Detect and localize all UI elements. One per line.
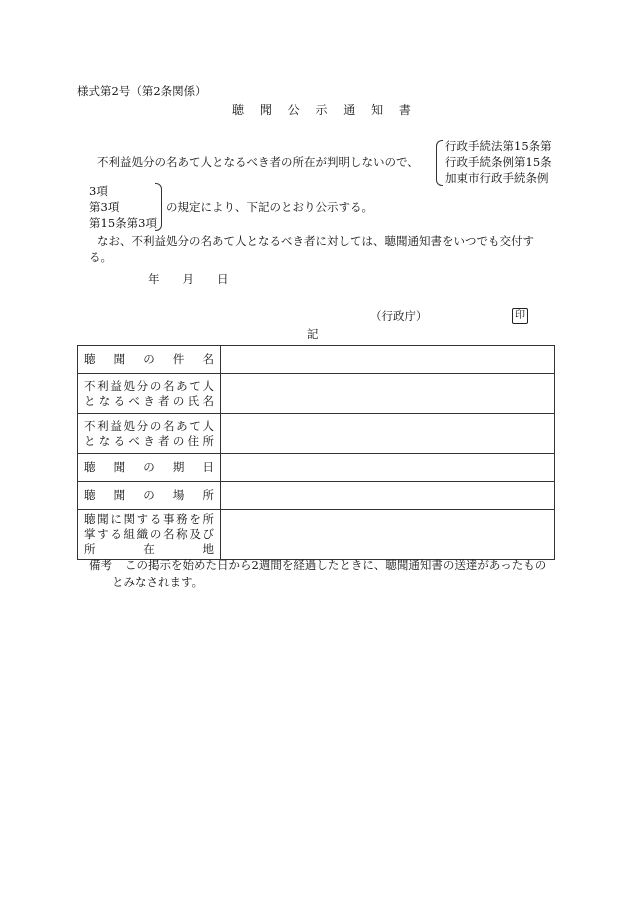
note-line-1: この掲示を始めた日から2週間を経過したときに、聴聞通知書の送達があったもの	[125, 558, 547, 572]
law-cont-1: 3項	[89, 184, 108, 198]
date-line: 年 月 日	[148, 272, 229, 286]
row-label	[78, 482, 221, 510]
law-item-3: 加東市行政手続条例	[445, 171, 549, 185]
row-label-line: 不利益処分の名あて人	[84, 378, 214, 393]
row-label-line: 聴 聞 の 場 所	[84, 488, 214, 502]
law-cont-2: 第3項	[89, 200, 120, 214]
note-label: 備考	[89, 558, 112, 572]
row-value	[221, 510, 555, 560]
seal-mark: 印	[512, 308, 528, 324]
table-row	[78, 374, 555, 414]
record-table	[77, 345, 555, 560]
row-label-line: となるべき者の氏名	[84, 393, 214, 408]
row-label	[78, 374, 221, 414]
row-label	[78, 414, 221, 454]
law-brace-right	[155, 183, 162, 231]
paragraph-1-text: 不利益処分の名あて人となるべき者の所在が判明しないので、	[97, 155, 419, 169]
row-value	[221, 374, 555, 414]
authority-label: （行政庁）	[370, 309, 428, 323]
row-value	[221, 414, 555, 454]
row-label-line: 所 在 地	[84, 542, 214, 556]
row-label-line: 掌する組織の名称及び	[84, 527, 214, 541]
row-label	[78, 346, 221, 374]
law-item-1: 行政手続法第15条第	[445, 139, 552, 153]
row-value	[221, 346, 555, 374]
note-line-2: とみなされます。	[112, 575, 204, 589]
row-label	[78, 510, 221, 560]
form-label: 様式第2号（第2条関係）	[77, 84, 207, 98]
row-label-line: となるべき者の住所	[84, 433, 214, 448]
row-value	[221, 454, 555, 482]
law-brace-left	[436, 140, 443, 186]
law-item-2: 行政手続条例第15条	[445, 155, 552, 169]
law-cont-3: 第15条第3項	[89, 216, 157, 230]
table-row	[78, 454, 555, 482]
ki-heading: 記	[307, 327, 319, 341]
row-value	[221, 482, 555, 510]
table-row	[78, 346, 555, 374]
table-row	[78, 510, 555, 560]
document-title: 聴 聞 公 示 通 知 書	[232, 103, 417, 117]
paragraph-1-end: の規定により、下記のとおり公示する。	[166, 200, 373, 214]
paragraph-2-line-2: る。	[89, 250, 112, 264]
table-row	[78, 414, 555, 454]
row-label-line: 聴 聞 の 件 名	[84, 352, 214, 366]
row-label-line: 聴聞に関する事務を所	[84, 512, 214, 526]
row-label-line: 不利益処分の名あて人	[84, 418, 214, 433]
paragraph-2-line-1: なお、不利益処分の名あて人となるべき者に対しては、聴聞通知書をいつでも交付す	[97, 234, 534, 248]
table-row	[78, 482, 555, 510]
row-label-line: 聴 聞 の 期 日	[84, 460, 214, 474]
row-label	[78, 454, 221, 482]
